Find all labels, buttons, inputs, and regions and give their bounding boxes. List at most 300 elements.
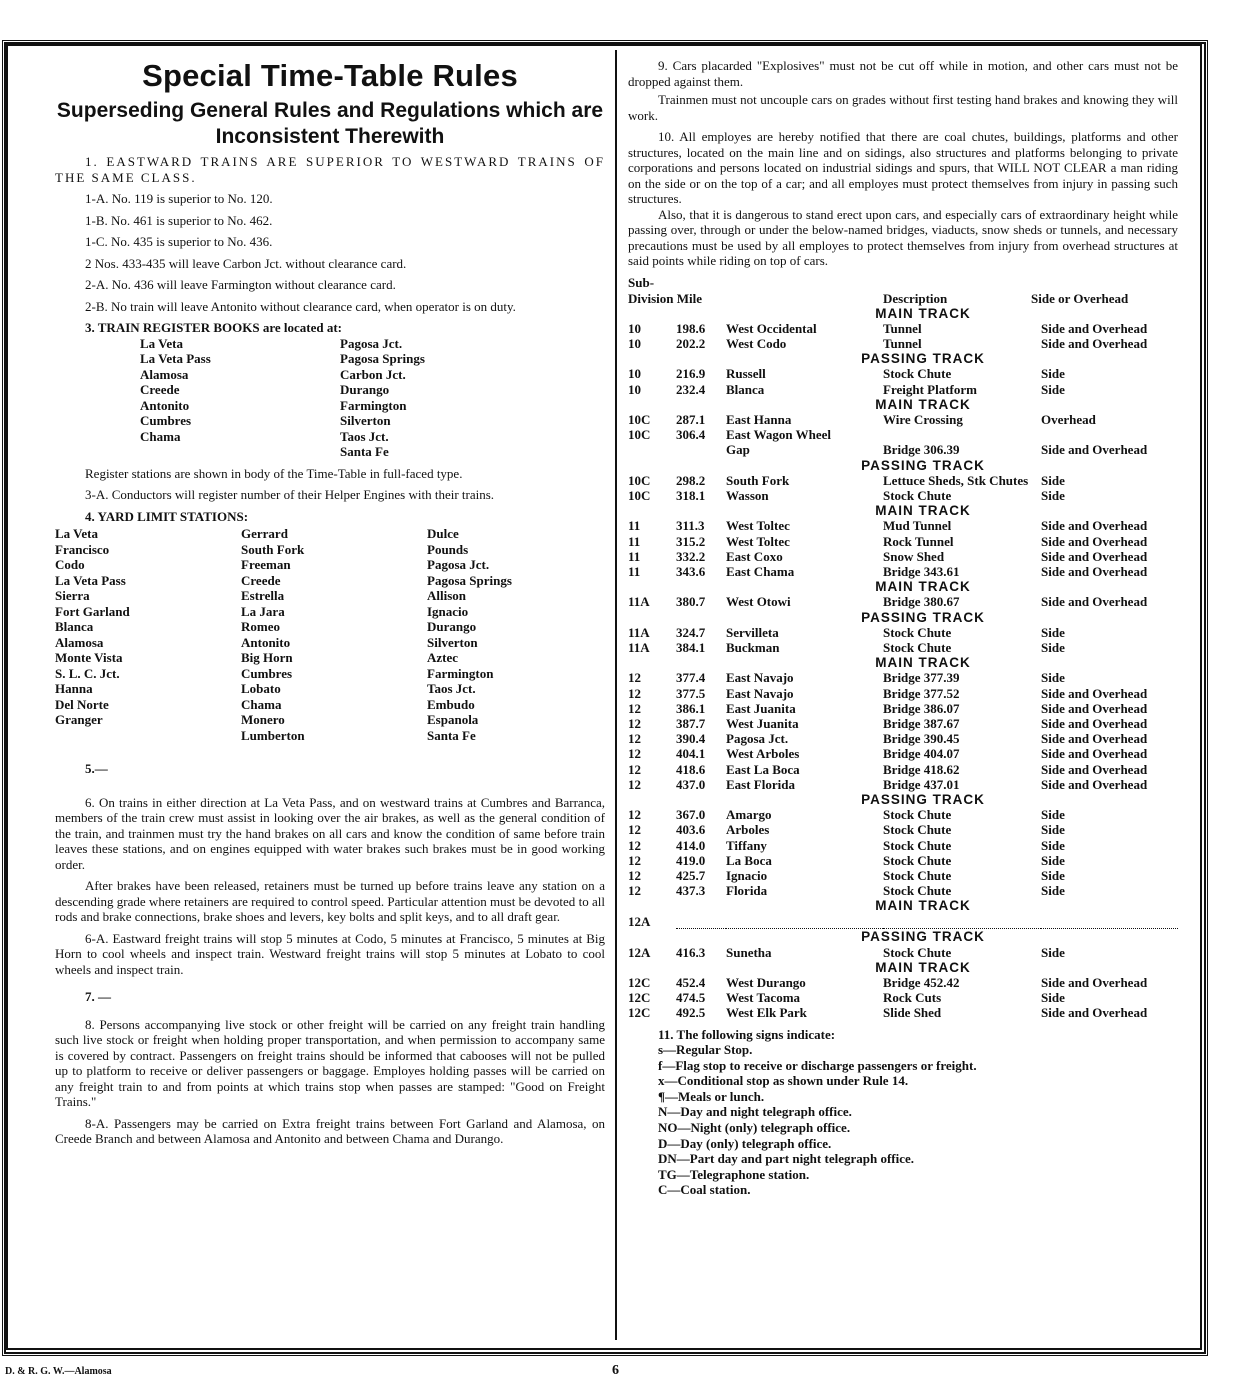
subdivision-cell: 12 (628, 883, 641, 899)
rule-5: 5.— (85, 761, 108, 776)
subdivision-cell: 12A (628, 944, 651, 960)
mile-cell: 387.7 (676, 715, 706, 731)
table-row (628, 853, 1178, 868)
side-overhead-cell: Side (1041, 624, 1065, 640)
table-row (628, 412, 1178, 427)
subdivision-cell: 12 (628, 868, 641, 884)
mile-cell: 216.9 (676, 366, 706, 382)
track-section-heading (628, 579, 1178, 594)
subdivision-cell: 11 (628, 548, 641, 564)
header-description: Description (883, 290, 948, 306)
table-row (628, 975, 1178, 990)
subdivision-cell: 12C (628, 974, 651, 990)
mile-cell: 298.2 (676, 472, 706, 488)
description-cell: Bridge 343.61 (883, 563, 960, 579)
mile-cell: 377.4 (676, 670, 706, 686)
yard-station: Francisco (55, 541, 110, 557)
station-cell: Arboles (726, 822, 770, 838)
subdivision-cell: 10C (628, 427, 651, 443)
side-overhead-cell: Side (1041, 639, 1065, 655)
description-cell: Tunnel (883, 320, 922, 336)
description-cell: Stock Chute (883, 624, 952, 640)
column-divider (615, 50, 617, 1340)
description-cell: Stock Chute (883, 639, 952, 655)
mile-cell: 315.2 (676, 533, 706, 549)
table-row (628, 883, 1178, 898)
description-cell: Bridge 452.42 (883, 974, 960, 990)
description-cell: Bridge 437.01 (883, 776, 960, 792)
subdivision-cell: 12 (628, 700, 641, 716)
page-title: Special Time-Table Rules (142, 58, 518, 93)
table-row (628, 625, 1178, 640)
section-label: PASSING TRACK (861, 457, 985, 473)
description-cell: Bridge 404.07 (883, 746, 960, 762)
station-cell: West Toltec (726, 533, 790, 549)
yard-station: Fort Garland (55, 603, 130, 619)
mile-cell: 390.4 (676, 731, 706, 747)
mile-cell: 232.4 (676, 381, 706, 397)
subdivision-cell: 12 (628, 685, 641, 701)
register-station: Durango (340, 382, 390, 397)
table-row (628, 670, 1178, 685)
sign-definition: D—Day (only) telegraph office. (658, 1135, 832, 1151)
page-number: 6 (612, 1363, 619, 1378)
station-cell: Tiffany (726, 837, 767, 853)
station-cell: East Navajo (726, 670, 794, 686)
description-cell: Bridge 387.67 (883, 715, 960, 731)
subdivision-cell: 12 (628, 746, 641, 762)
table-row (628, 701, 1178, 716)
register-station: Creede (140, 382, 180, 397)
yard-station (55, 728, 241, 744)
table-row (628, 594, 1178, 609)
yard-station: Lumberton (241, 727, 305, 743)
register-station: Antonito (140, 397, 190, 413)
station-cell: East Coxo (726, 548, 783, 564)
station-cell: West Otowi (726, 594, 791, 610)
table-row (628, 990, 1178, 1005)
station-cell: East Juanita (726, 700, 796, 716)
subdivision-cell: 12C (628, 1005, 651, 1021)
rule-1c: 1-C. No. 435 is superior to No. 436. (85, 234, 273, 249)
subdivision-cell: 12 (628, 670, 641, 686)
mile-cell: 414.0 (676, 837, 706, 853)
mile-cell: 425.7 (676, 868, 706, 884)
station-cell: West Occidental (726, 320, 817, 336)
sign-definition: s—Regular Stop. (658, 1042, 753, 1058)
table-row (628, 945, 1178, 960)
description-cell: Bridge 377.39 (883, 670, 960, 686)
side-overhead-cell: Side (1041, 487, 1065, 503)
side-overhead-cell: Side and Overhead (1041, 700, 1148, 716)
description-cell: Mud Tunnel (883, 518, 952, 534)
subdivision-cell: 12 (628, 837, 641, 853)
yard-station: Silverton (427, 634, 478, 650)
subdivision-cell: 10C (628, 487, 651, 503)
rule-8: 8. Persons accompanying live stock or other freight will be carried on any freight train handling such live stock or freight when holding proper transportation, and when permission to accompany same is covered by contract. Passengers on freight trains should be informed that cabooses will not be pulled up to platform to receive or deliver passengers or baggage. Employes holding passes will be carried on any freight train to and from points at which trains stop when passes are stamped: "Good on Freight Trains." (55, 1016, 605, 1109)
station-cell: Florida (726, 883, 768, 899)
table-row (628, 382, 1178, 397)
rule-3-note: Register stations are shown in body of the Time-Table in full-faced type. (85, 465, 463, 481)
station-cell: Gap (726, 442, 750, 458)
yard-station: Pounds (427, 541, 469, 557)
yard-station: Santa Fe (427, 727, 476, 743)
side-overhead-cell: Side and Overhead (1041, 320, 1148, 336)
mile-cell: 202.2 (676, 335, 706, 351)
yard-station: Creede (241, 572, 281, 588)
register-station: Cumbres (140, 413, 192, 428)
section-label: MAIN TRACK (875, 503, 971, 519)
station-cell: East Hanna (726, 411, 792, 427)
subdivision-cell: 10 (628, 335, 641, 351)
station-cell: Amargo (726, 807, 772, 823)
description-cell: Bridge 386.07 (883, 700, 960, 716)
side-overhead-cell: Side (1041, 883, 1065, 899)
rule-6: 6. On trains in either direction at La Veta Pass, and on westward trains at Cumbres and Barranca, members of the train crew must assist in looking over the air brakes, as well as the general condition of the train, and trainmen must try the hand brakes on all cars and know the condition of same before train leaves these stations, and on engines equipped with water brakes such brakes must be in good working order. (55, 794, 605, 872)
yard-station: Monero (241, 712, 285, 727)
yard-station: S. L. C. Jct. (55, 665, 120, 681)
yard-station: South Fork (241, 541, 305, 557)
station-cell: East Florida (726, 776, 795, 792)
side-overhead-cell: Side (1041, 944, 1065, 960)
station-cell: East Navajo (726, 685, 794, 701)
rule-8a: 8-A. Passengers may be carried on Extra freight trains between Fort Garland and Alamosa, on Creede Branch and between Alamosa and Antonito and between Chama and Durango. (55, 1115, 605, 1146)
mile-cell: 384.1 (676, 639, 706, 655)
section-label: PASSING TRACK (861, 351, 985, 367)
track-section-heading (628, 306, 1178, 321)
sign-definition: NO—Night (only) telegraph office. (658, 1120, 851, 1136)
mile-cell: 403.6 (676, 822, 706, 838)
mile-cell: 474.5 (676, 990, 706, 1006)
station-cell: West Elk Park (726, 1005, 807, 1021)
table-row (628, 442, 1178, 457)
table-row (628, 321, 1178, 336)
station-cell: West Arboles (726, 746, 800, 762)
section-label: PASSING TRACK (861, 792, 985, 807)
mile-cell: 386.1 (676, 700, 706, 716)
register-station: Silverton (340, 413, 391, 428)
yard-station: Estrella (241, 588, 285, 603)
station-cell: Servilleta (726, 624, 779, 640)
rule-1b: 1-B. No. 461 is superior to No. 462. (85, 212, 273, 228)
register-station: La Veta Pass (140, 351, 211, 366)
yard-station: Chama (241, 696, 282, 712)
description-cell: Stock Chute (883, 944, 952, 960)
side-overhead-cell: Side and Overhead (1041, 746, 1148, 762)
table-row (628, 366, 1178, 381)
description-cell: Bridge 380.67 (883, 594, 960, 610)
section-label: MAIN TRACK (875, 396, 971, 412)
subdivision-cell: 11A (628, 639, 650, 655)
rule-1a: 1-A. No. 119 is superior to No. 120. (85, 191, 273, 206)
side-overhead-cell: Side (1041, 472, 1065, 488)
side-overhead-cell: Side (1041, 990, 1065, 1006)
table-row (628, 914, 1178, 929)
left-column (55, 50, 605, 1147)
yard-station: Granger (55, 712, 103, 727)
rule-3: 3. TRAIN REGISTER BOOKS are located at: (85, 320, 343, 335)
mile-cell: 492.5 (676, 1005, 706, 1021)
side-overhead-cell: Side and Overhead (1041, 761, 1148, 777)
mile-cell: 404.1 (676, 746, 706, 762)
register-stations-list (140, 336, 605, 460)
subdivision-cell: 12A (628, 913, 651, 929)
mile-cell: 416.3 (676, 944, 706, 960)
yard-station: Espanola (427, 712, 479, 727)
rule-11: 11. The following signs indicate: (658, 1026, 836, 1042)
track-section-heading (628, 960, 1178, 975)
register-station: Carbon Jct. (340, 366, 406, 382)
description-cell: Stock Chute (883, 807, 952, 823)
description-cell (883, 914, 1041, 929)
subdivision-cell: 12 (628, 822, 641, 838)
track-section-heading (628, 351, 1178, 366)
mile-cell: 380.7 (676, 594, 706, 610)
side-overhead-cell: Side (1041, 837, 1065, 853)
rule-3a: 3-A. Conductors will register number of their Helper Engines with their trains. (85, 487, 495, 502)
station-cell: West Juanita (726, 715, 799, 731)
register-station: La Veta (140, 335, 183, 351)
side-overhead-cell (1041, 427, 1178, 442)
register-station: Alamosa (140, 366, 189, 382)
rule-9b: Trainmen must not uncouple cars on grades without first testing hand brakes and knowing they will work. (628, 92, 1178, 123)
table-row (628, 336, 1178, 351)
mile-cell (676, 442, 726, 457)
section-label: MAIN TRACK (875, 305, 971, 321)
side-overhead-cell: Side (1041, 822, 1065, 838)
yard-station: Codo (55, 557, 85, 572)
table-row (628, 838, 1178, 853)
station-cell: East Chama (726, 563, 795, 579)
mile-cell: 437.3 (676, 883, 706, 899)
side-overhead-cell: Side and Overhead (1041, 1005, 1148, 1021)
header-division-mile: Division Mile (628, 290, 703, 306)
yard-station: Cumbres (241, 665, 293, 681)
description-cell: Stock Chute (883, 487, 952, 503)
mile-cell: 324.7 (676, 624, 706, 640)
station-cell: East La Boca (726, 761, 800, 777)
right-column (628, 58, 1178, 1198)
register-station: Santa Fe (340, 444, 389, 459)
description-cell: Rock Tunnel (883, 533, 954, 549)
yard-station: Freeman (241, 557, 291, 572)
side-overhead-cell: Side (1041, 852, 1065, 868)
track-section-heading (628, 397, 1178, 412)
table-row (628, 534, 1178, 549)
table-row (628, 822, 1178, 837)
yard-station: Aztec (427, 650, 459, 665)
page-subtitle: Superseding General Rules and Regulations which are Inconsistent Therewith (56, 99, 604, 148)
rule-2: 2 Nos. 433-435 will leave Carbon Jct. without clearance card. (85, 255, 407, 271)
side-overhead-cell: Side and Overhead (1041, 335, 1148, 351)
footer-railroad: D. & R. G. W.—Alamosa (5, 1366, 112, 1377)
section-label: MAIN TRACK (875, 655, 971, 671)
rule-10b: Also, that it is dangerous to stand erect upon cars, and especially cars of extraordinary height while passing over, through or under the below-named bridges, viaducts, snow sheds or tunnels, and necessary precautions must be used by all employes to protect themselves from injury from overhead structures at said points while riding on top of cars. (628, 206, 1178, 268)
description-cell: Stock Chute (883, 366, 952, 382)
rule-6b: After brakes have been released, retainers must be turned up before trains leave any station on a descending grade where retainers are required to control speed. Particular attention must be devoted to all rods and brake connections, brake shoes and levers, key bolts and split keys, and to all draft gear. (55, 878, 605, 924)
side-overhead-cell: Overhead (1041, 411, 1096, 427)
mile-cell: 318.1 (676, 487, 706, 503)
description-cell: Tunnel (883, 335, 922, 351)
mile-cell: 418.6 (676, 761, 706, 777)
register-station (140, 444, 340, 460)
side-overhead-cell: Side and Overhead (1041, 563, 1148, 579)
mile-cell: 377.5 (676, 685, 706, 701)
subdivision-cell: 10 (628, 320, 641, 336)
station-cell: South Fork (726, 472, 790, 488)
station-cell: West Durango (726, 974, 806, 990)
yard-station: Allison (427, 588, 467, 603)
station-cell: Buckman (726, 639, 780, 655)
yard-station: Ignacio (427, 603, 469, 619)
station-cell: Pagosa Jct. (726, 731, 789, 747)
side-overhead-cell: Side and Overhead (1041, 548, 1148, 564)
station-cell: Sunetha (726, 944, 772, 960)
sign-definition: C—Coal station. (658, 1182, 751, 1198)
header-side-overhead: Side or Overhead (1031, 290, 1129, 306)
subdivision-cell: 12 (628, 776, 641, 792)
description-cell: Bridge 377.52 (883, 685, 960, 701)
subdivision-cell: 11 (628, 533, 641, 549)
station-cell: La Boca (726, 852, 772, 868)
track-section-heading (628, 503, 1178, 518)
yard-station: Gerrard (241, 526, 288, 541)
subdivision-cell: 11 (628, 563, 641, 579)
side-overhead-cell: Side and Overhead (1041, 533, 1148, 549)
yard-station: Embudo (427, 696, 475, 712)
side-overhead-cell: Side and Overhead (1041, 442, 1148, 458)
side-overhead-cell: Side and Overhead (1041, 776, 1148, 792)
register-station: Pagosa Springs (340, 351, 425, 366)
mile-cell: 306.4 (676, 427, 706, 443)
description-cell (883, 427, 1041, 442)
yard-station: Hanna (55, 681, 93, 696)
side-overhead-cell: Side and Overhead (1041, 685, 1148, 701)
table-row (628, 427, 1178, 442)
subdivision-cell: 11A (628, 624, 650, 640)
register-station: Farmington (340, 397, 407, 413)
yard-station: La Jara (241, 603, 285, 619)
sign-definition: N—Day and night telegraph office. (658, 1104, 852, 1120)
track-section-heading (628, 929, 1178, 945)
rule-6a: 6-A. Eastward freight trains will stop 5 minutes at Codo, 5 minutes at Francisco, 5 minutes at Big Horn to cool wheels and inspect train. Westward freight trains will stop 5 minutes at Lobato to cool wheels and inspect train. (55, 930, 605, 977)
header-sub: Sub- (628, 274, 655, 290)
rule-9: 9. Cars placarded "Explosives" must not be cut off while in motion, and other cars must not be dropped against them. (628, 58, 1178, 89)
sign-definition: TG—Telegraphone station. (658, 1166, 810, 1182)
register-station: Taos Jct. (340, 428, 389, 444)
subdivision-cell: 11 (628, 518, 641, 534)
section-label: PASSING TRACK (861, 609, 985, 625)
yard-station: Antonito (241, 634, 291, 650)
description-cell: Slide Shed (883, 1005, 942, 1021)
description-cell: Freight Platform (883, 381, 977, 397)
yard-station: Romeo (241, 619, 280, 634)
rule-1: 1. EASTWARD TRAINS ARE SUPERIOR TO WESTWARD TRAINS OF THE SAME CLASS. (55, 154, 605, 185)
mile-cell: 287.1 (676, 411, 706, 427)
mile-cell: 311.3 (676, 518, 705, 534)
track-section-heading (628, 655, 1178, 670)
yard-station: Del Norte (55, 696, 109, 712)
table-row (628, 564, 1178, 579)
signs-legend (658, 1042, 1178, 1198)
mile-cell: 198.6 (676, 320, 706, 336)
mile-cell: 332.2 (676, 548, 706, 564)
table-row (628, 716, 1178, 731)
table-row (628, 473, 1178, 488)
subdivision-cell: 12 (628, 807, 641, 823)
sign-definition: DN—Part day and part night telegraph office. (658, 1151, 915, 1167)
track-section-heading (628, 458, 1178, 473)
table-row (628, 488, 1178, 503)
description-cell: Bridge 390.45 (883, 731, 960, 747)
table-row (628, 549, 1178, 564)
section-label: MAIN TRACK (875, 959, 971, 975)
section-label: PASSING TRACK (861, 929, 985, 945)
description-cell: Stock Chute (883, 883, 952, 899)
yard-station: Dulce (427, 526, 459, 541)
mile-cell (676, 914, 726, 929)
side-overhead-cell: Side (1041, 670, 1065, 686)
mile-cell: 437.0 (676, 776, 706, 792)
table-row (628, 777, 1178, 792)
yard-station: Big Horn (241, 650, 293, 665)
side-overhead-cell: Side (1041, 381, 1065, 397)
description-cell: Stock Chute (883, 837, 952, 853)
station-cell (726, 914, 883, 929)
subdivision-cell: 10 (628, 381, 641, 397)
description-cell: Wire Crossing (883, 411, 963, 427)
side-overhead-cell (1041, 914, 1178, 929)
table-row (628, 807, 1178, 822)
rule-2a: 2-A. No. 436 will leave Farmington without clearance card. (85, 277, 396, 292)
yard-station: Alamosa (55, 634, 104, 650)
side-overhead-cell: Side and Overhead (1041, 731, 1148, 747)
station-cell: Wasson (726, 487, 769, 503)
table-row (628, 731, 1178, 746)
mile-cell: 419.0 (676, 852, 706, 868)
side-overhead-cell: Side (1041, 366, 1065, 382)
structures-table (628, 306, 1178, 1021)
subdivision-cell (628, 442, 676, 457)
station-cell: West Codo (726, 335, 787, 351)
description-cell: Stock Chute (883, 868, 952, 884)
rule-10: 10. All employes are hereby notified that there are coal chutes, buildings, platforms and other structures, located on the main line and on sidings, also structures and platforms belonging to private corporations and persons located on industrial sidings and spurs, that WILL NOT CLEAR a man riding on the side or on the top of a car; and all employes must protect themselves from injury in passing such structures. (628, 129, 1178, 206)
yard-station: La Veta (55, 526, 98, 541)
sign-definition: ¶—Meals or lunch. (658, 1088, 765, 1104)
sign-definition: f—Flag stop to receive or discharge passengers or freight. (658, 1057, 977, 1073)
side-overhead-cell: Side and Overhead (1041, 974, 1148, 990)
rule-7: 7. — (85, 989, 111, 1004)
station-cell: East Wagon Wheel (726, 427, 831, 443)
yard-station: Lobato (241, 681, 281, 696)
yard-station: Monte Vista (55, 650, 123, 665)
section-label: MAIN TRACK (875, 898, 971, 914)
yard-station: Sierra (55, 588, 90, 603)
table-row (628, 686, 1178, 701)
description-cell: Bridge 418.62 (883, 761, 960, 777)
register-station: Pagosa Jct. (340, 335, 403, 351)
subdivision-cell: 12C (628, 990, 651, 1006)
station-cell: Blanca (726, 381, 765, 397)
side-overhead-cell: Side (1041, 807, 1065, 823)
subdivision-cell: 11A (628, 594, 650, 610)
yard-station: La Veta Pass (55, 572, 126, 588)
subdivision-cell: 12 (628, 715, 641, 731)
table-row (628, 746, 1178, 761)
section-label: MAIN TRACK (875, 579, 971, 595)
subdivision-cell: 12 (628, 731, 641, 747)
side-overhead-cell: Side (1041, 868, 1065, 884)
